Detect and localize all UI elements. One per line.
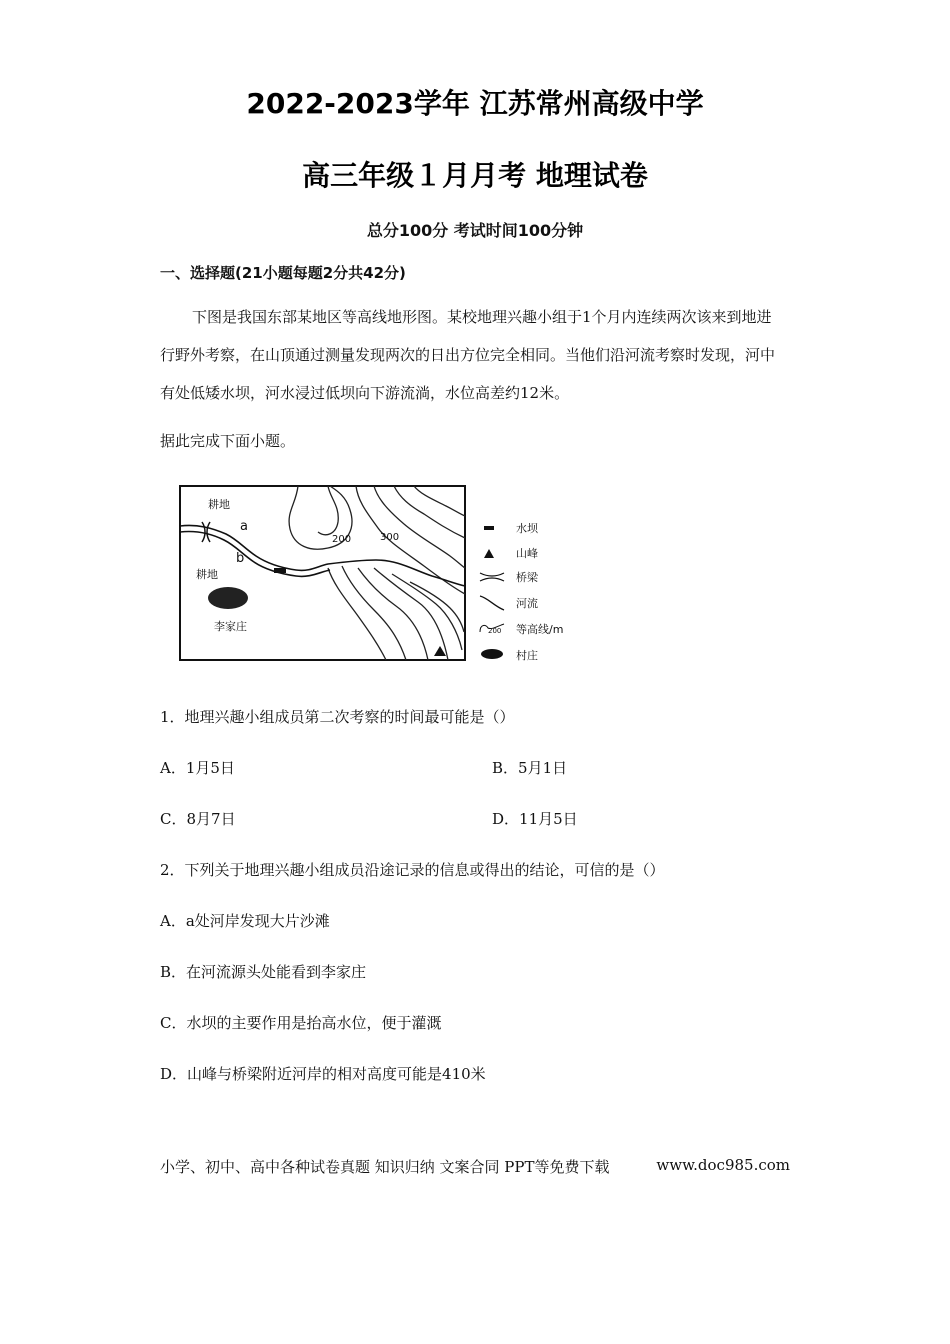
- legend-label-dam: 水坝: [516, 522, 538, 535]
- river-icon: [480, 596, 504, 610]
- section-heading: 一、选择题(21小题每题2分共42分): [160, 264, 406, 282]
- map-label-b: b: [236, 551, 245, 566]
- legend-label-contour: 等高线/m: [516, 623, 564, 636]
- legend-label-peak: 山峰: [516, 547, 538, 560]
- page-footer: [160, 1156, 790, 1177]
- instruction-text: 据此完成下面小题。: [160, 432, 296, 450]
- map-label-farmland-top: 耕地: [208, 498, 230, 511]
- map-legend: [480, 521, 563, 662]
- bridge-icon: [480, 573, 504, 581]
- footer-website-link[interactable]: www.doc985.com: [656, 1156, 790, 1174]
- legend-label-bridge: 桥梁: [516, 571, 538, 584]
- village-icon: [481, 649, 503, 659]
- question-2-option-a: A．a处河岸发现大片沙滩: [160, 912, 330, 930]
- map-label-farmland-left: 耕地: [196, 568, 218, 581]
- legend-contour-sample: 200: [488, 627, 502, 635]
- question-1-stem: 1．地理兴趣小组成员第二次考察的时间最可能是（）: [160, 708, 515, 726]
- map-label-village: 李家庄: [214, 620, 247, 633]
- map-label-contour-300: 300: [380, 532, 400, 543]
- legend-label-village: 村庄: [516, 649, 538, 662]
- question-1-option-d: D．11月5日: [492, 810, 578, 828]
- village-symbol: [208, 587, 248, 609]
- question-2-stem: 2．下列关于地理兴趣小组成员沿途记录的信息或得出的结论，可信的是（）: [160, 861, 665, 879]
- dam-symbol: [274, 568, 286, 573]
- question-1-option-c: C．8月7日: [160, 810, 236, 828]
- dam-icon: [484, 526, 494, 530]
- question-2-option-b: B．在河流源头处能看到李家庄: [160, 963, 367, 981]
- contour-map: [178, 484, 578, 666]
- exam-info: 总分100分 考试时间100分钟: [366, 221, 584, 240]
- question-2-option-d: D．山峰与桥梁附近河岸的相对高度可能是410米: [160, 1065, 486, 1083]
- page-title-line2: 高三年级１月月考 地理试卷: [302, 159, 648, 192]
- question-1-option-b: B．5月1日: [492, 759, 568, 777]
- question-2-option-c: C．水坝的主要作用是抬高水位，便于灌溉: [160, 1014, 442, 1032]
- legend-label-river: 河流: [516, 597, 538, 610]
- footer-promo-text: 小学、初中、高中各种试卷真题 知识归纳 文案合同 PPT等免费下载: [160, 1158, 610, 1176]
- page-title-line1: 2022-2023学年 江苏常州高级中学: [246, 87, 704, 120]
- peak-icon: [484, 549, 494, 558]
- question-1-option-a: A．1月5日: [160, 759, 235, 777]
- map-label-contour-200: 200: [332, 534, 352, 545]
- intro-paragraph: 下图是我国东部某地区等高线地形图。某校地理兴趣小组于1个月内连续两次该来到地进行野外考察，在山顶通过测量发现两次的日出方位完全相同。当他们沿河流考察时发现，河中有处低矮水坝，河水浸过低坝向下游流淌，水位高差约12米。: [160, 308, 776, 402]
- map-label-a: a: [240, 519, 248, 534]
